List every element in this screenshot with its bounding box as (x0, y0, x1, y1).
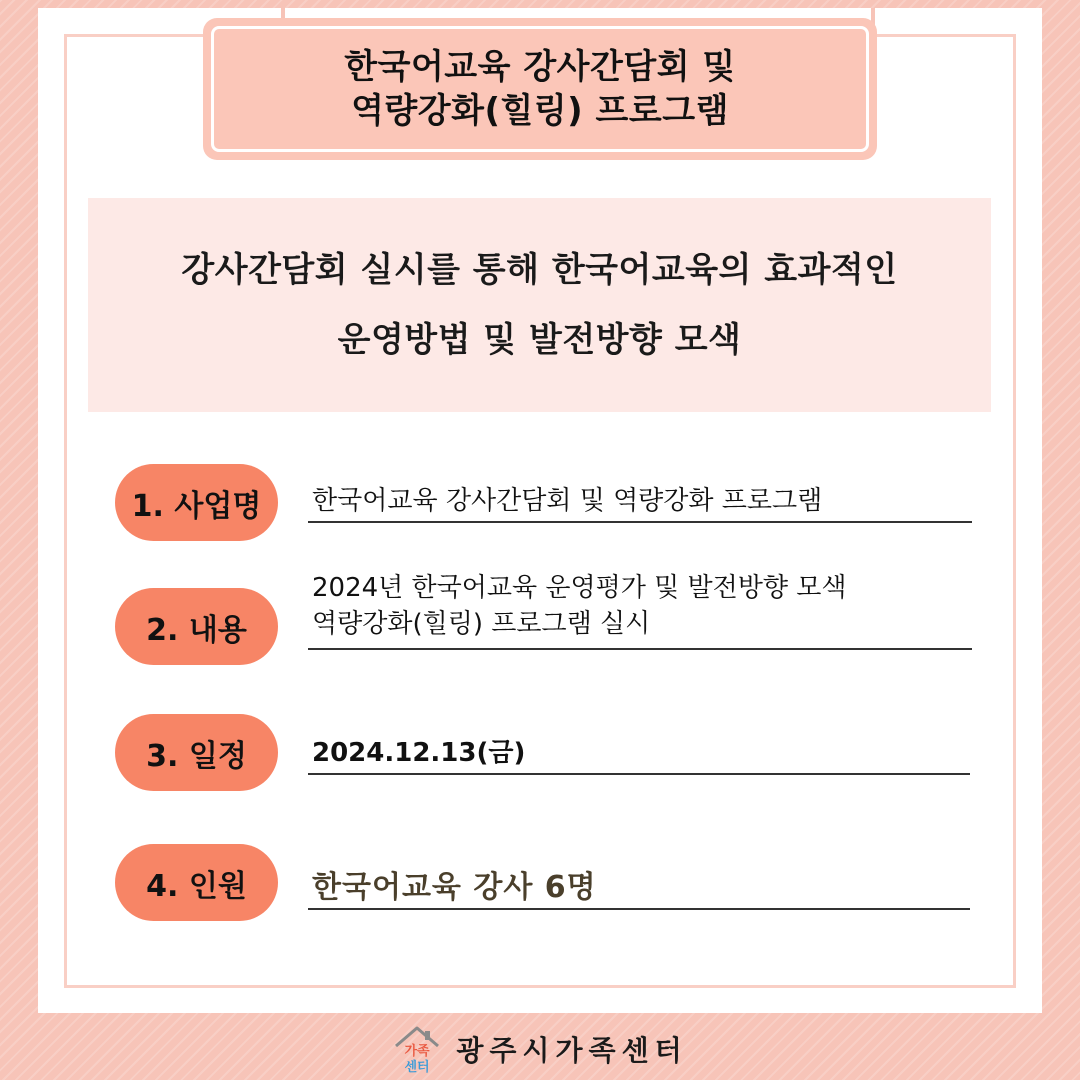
logo-text-bottom: 센터 (404, 1060, 430, 1074)
value-content (312, 570, 846, 642)
value-participants: 한국어교육 강사 6명 (312, 870, 597, 905)
purpose-box (88, 198, 991, 412)
title-box (203, 18, 877, 160)
underline-schedule (308, 773, 970, 775)
value-schedule: 2024.12.13(금) (312, 738, 526, 768)
house-icon (392, 1024, 442, 1074)
purpose-line-2: 운영방법 및 발전방향 모색 (337, 320, 742, 360)
purpose-line-1: 강사간담회 실시를 통해 한국어교육의 효과적인 (181, 250, 898, 290)
label-pill-business-name: 1. 사업명 (115, 464, 278, 541)
value-content-line-2: 역량강화(힐링) 프로그램 실시 (312, 609, 651, 639)
underline-participants (308, 908, 970, 910)
logo-text-top: 가족 (404, 1044, 430, 1059)
title-line-1: 한국어교육 강사간담회 및 (344, 47, 736, 87)
value-business-name: 한국어교육 강사간담회 및 역량강화 프로그램 (312, 486, 823, 516)
footer (0, 1018, 1080, 1080)
value-content-line-1: 2024년 한국어교육 운영평가 및 발전방향 모색 (312, 573, 847, 603)
title-line-2: 역량강화(힐링) 프로그램 (351, 91, 729, 131)
label-pill-participants: 4. 인원 (115, 844, 278, 921)
underline-content (308, 648, 972, 650)
label-pill-content: 2. 내용 (115, 588, 278, 665)
title-inner-border (211, 26, 869, 152)
label-pill-schedule: 3. 일정 (115, 714, 278, 791)
org-name: 광주시가족센터 (456, 1034, 688, 1067)
underline-business-name (308, 521, 972, 523)
